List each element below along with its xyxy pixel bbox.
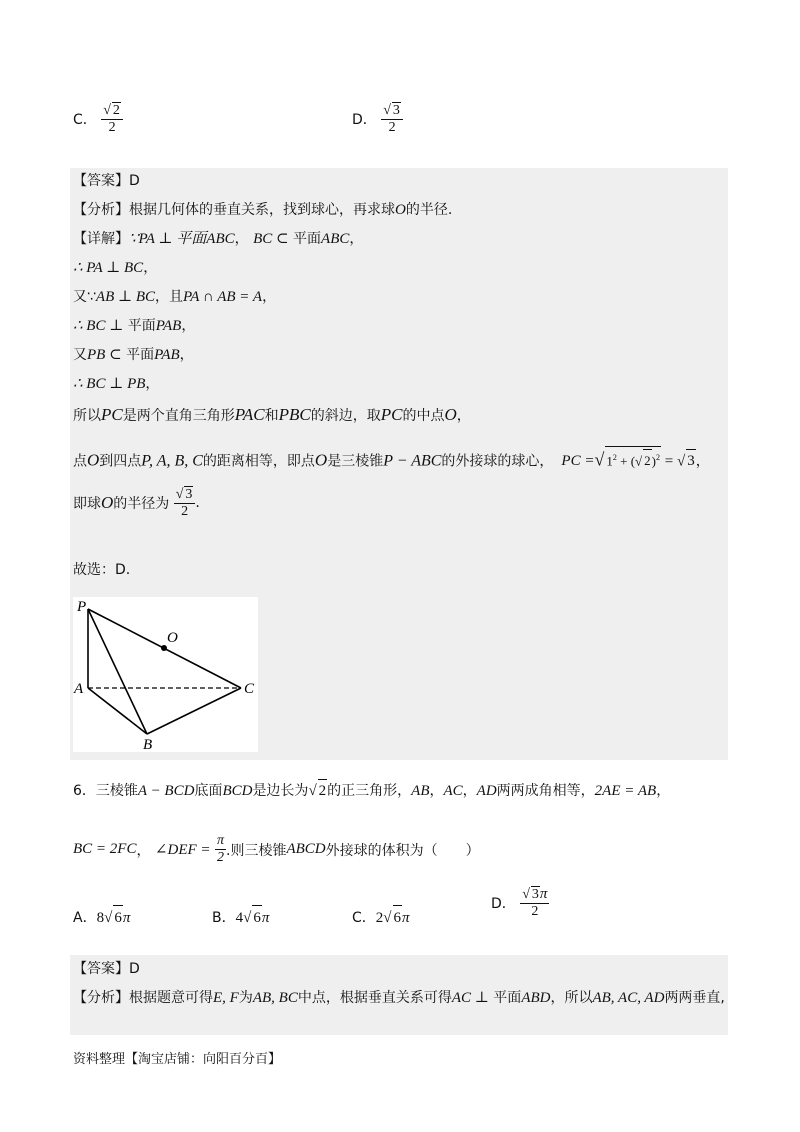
label-O: O	[167, 630, 178, 646]
math: P, A, B, C	[141, 452, 203, 470]
text: ，且	[155, 289, 184, 305]
fraction-numerator: 3	[531, 887, 539, 902]
math: PC	[101, 405, 123, 424]
math: O	[314, 450, 328, 470]
exponent: 2	[656, 453, 661, 462]
fraction-numerator: 2	[112, 103, 120, 118]
text: 又	[73, 347, 87, 363]
label-C: C	[244, 681, 255, 697]
detail-line-8: 点O到四点P, A, B, C的距离相等，即点O是三棱锥P − ABC的外接球的球心， PC =√ $1^2$ + (√ 2)$^2$ = √ 3，	[73, 446, 710, 468]
math: O	[444, 405, 457, 424]
text: ，	[462, 783, 477, 799]
tetrahedron-figure	[73, 597, 258, 752]
fraction-denominator: 2	[531, 904, 539, 920]
math: ABC	[206, 231, 235, 247]
text: 外接球的体积为（ ）	[325, 842, 480, 859]
math: ∠DEF =	[154, 842, 211, 859]
math: ABD	[521, 990, 551, 1006]
math: PAC	[234, 405, 265, 424]
edge-AB	[88, 688, 147, 734]
answer-line: 【答案】D	[73, 173, 140, 189]
text: ，	[234, 231, 249, 247]
math: E, F	[213, 990, 239, 1006]
fraction-numerator: 3	[185, 487, 193, 502]
conclusion-line: 故选：D.	[73, 562, 131, 578]
fraction-numerator: π	[215, 833, 226, 850]
math: ∵PA ⊥ 平面	[129, 231, 207, 247]
text: 又∵	[73, 289, 96, 305]
math: π	[261, 910, 270, 926]
option-label: A．	[73, 910, 97, 926]
text: ，	[429, 783, 444, 799]
text: 平面	[488, 990, 522, 1006]
text: 的距离相等，即点	[202, 453, 315, 470]
option-label: D．	[491, 896, 516, 913]
math: ∴ BC ⊥ PB	[73, 376, 146, 392]
math: π	[539, 886, 548, 902]
edge-PB	[88, 609, 147, 734]
vector-equation: 2AE = AB	[594, 783, 657, 799]
detail-line-9	[73, 486, 200, 520]
text: ，	[179, 347, 194, 363]
text: 【分析】根据几何体的垂直关系，找到球心，再求球	[73, 202, 395, 218]
math: 6	[252, 905, 262, 930]
detail-line-3	[73, 286, 276, 308]
math: 6	[113, 905, 123, 930]
math: PAB	[155, 318, 182, 334]
q6-option-b: B．4√ 6π	[212, 905, 269, 929]
detail-line-5	[73, 344, 194, 366]
text: ，	[349, 231, 364, 247]
text: ，	[181, 318, 196, 334]
math: + (	[616, 453, 636, 469]
math: AB ⊥ BC	[95, 289, 156, 305]
text: 两两成角相等，	[496, 783, 595, 799]
text: 两两垂直,	[664, 990, 725, 1006]
math: PC =	[561, 453, 595, 470]
math: ABC	[321, 231, 350, 247]
math: 2	[318, 779, 328, 802]
question-number: 6．	[73, 783, 96, 799]
text: ，所以	[550, 990, 593, 1006]
text: 的中点	[402, 408, 445, 424]
math: O	[101, 493, 114, 513]
option-label: C．	[73, 112, 97, 129]
text: 平面	[288, 231, 322, 247]
tetrahedron-diagram	[73, 597, 258, 752]
text: 的半径为	[113, 496, 170, 513]
math: π	[122, 910, 131, 926]
math: PAB	[154, 347, 180, 363]
fraction: $\frac{√ 2}{2}$	[101, 102, 123, 136]
text: ，	[656, 783, 671, 799]
math: 4	[235, 910, 244, 926]
option-label: D．	[352, 112, 377, 129]
math: 2	[375, 910, 384, 926]
text: 的半径.	[405, 202, 453, 218]
text: 所以	[73, 408, 101, 424]
fraction: $\frac{√ 3}{2}$	[381, 102, 403, 136]
math: 6	[393, 905, 403, 930]
question-6-line-1: 6．三棱锥A − BCD底面BCD是边长为√ 2的正三角形，AB，AC，AD两两成角相等，2AE = AB，	[73, 779, 670, 803]
math: A − BCD	[137, 783, 195, 799]
fraction-denominator: 2	[388, 120, 396, 136]
text: 和	[264, 408, 279, 424]
text: ，	[695, 453, 710, 470]
fraction: $\frac{√ 3\pi}{2}$	[522, 886, 548, 920]
fraction-denominator: 2	[181, 504, 189, 520]
math: )	[651, 453, 657, 469]
text: .	[195, 495, 200, 512]
edge-BC	[147, 688, 241, 734]
math: AB	[411, 783, 430, 799]
text: 到四点	[99, 453, 142, 470]
fraction: $\frac{√ 3}{2}$	[174, 486, 196, 520]
math: PBC	[278, 405, 311, 424]
math: AC ⊥	[451, 990, 489, 1006]
fraction	[215, 833, 226, 866]
text: 是边长为	[252, 783, 309, 799]
math: AC	[443, 783, 463, 799]
text: 是三棱锥	[327, 453, 384, 470]
q6-option-c: C．2√ 6π	[352, 905, 410, 929]
math: =	[661, 453, 674, 470]
option-label: B．	[212, 910, 236, 926]
fraction-numerator: 3	[392, 103, 400, 118]
detail-line-2	[73, 257, 157, 279]
text: ，	[145, 376, 160, 392]
math: O	[87, 450, 100, 470]
detail-line-7	[73, 404, 471, 426]
detail-line-6	[73, 373, 159, 395]
text: 平面	[123, 318, 156, 334]
text: ，	[143, 260, 158, 276]
math: O	[395, 202, 406, 218]
text: ，	[456, 408, 471, 424]
math: AB, BC	[252, 990, 298, 1006]
math: PC	[380, 405, 403, 424]
answer-line-q6: 【答案】D	[73, 961, 140, 977]
page-footer: 资料整理【淘宝店铺：向阳百分百】	[73, 1052, 282, 1067]
math: BC ⊂	[253, 231, 289, 247]
radical: $1^2$ + (√ 2)$^2$	[605, 446, 661, 472]
math: 1	[606, 453, 613, 469]
q6-option-d	[491, 886, 549, 920]
label-A: A	[74, 681, 84, 697]
math: ABCD	[286, 841, 326, 858]
math: ∴ PA ⊥ BC	[73, 260, 144, 276]
q5-option-d	[352, 102, 403, 136]
detail-line-4	[73, 315, 195, 337]
text: 【分析】根据题意可得	[73, 990, 213, 1006]
math: BCD	[222, 783, 253, 799]
text: 是两个直角三角形	[122, 408, 235, 424]
math: 3	[686, 449, 696, 472]
detail-line-1	[73, 228, 363, 250]
text: 点	[73, 453, 87, 470]
text: 为	[238, 990, 253, 1006]
fraction-denominator: 2	[108, 120, 116, 136]
detail-tag: 【详解】	[73, 231, 129, 247]
analysis-line	[73, 199, 452, 221]
text: 的正三角形，	[327, 783, 412, 799]
text: 中点，根据垂直关系可得	[297, 990, 452, 1006]
text: 平面	[121, 347, 155, 363]
analysis-line-q6	[73, 987, 725, 1009]
q6-option-a: A．8√ 6π	[73, 905, 130, 929]
text: ，	[136, 842, 151, 859]
text: .则三棱锥	[226, 842, 287, 859]
text: 的斜边，取	[310, 408, 381, 424]
exponent: 2	[612, 453, 617, 462]
vector-equation: BC = 2FC	[73, 841, 137, 858]
label-B: B	[143, 737, 153, 752]
q5-option-c	[73, 102, 123, 136]
fraction-denominator: 2	[216, 850, 224, 866]
math: AD	[476, 783, 497, 799]
label-P: P	[77, 599, 87, 615]
text: 底面	[194, 783, 223, 799]
math: ∴ BC ⊥	[73, 318, 124, 334]
question-6-line-2	[73, 833, 480, 866]
math: 8	[96, 910, 105, 926]
text: 的外接球的球心，	[441, 453, 554, 470]
text: 三棱锥	[95, 783, 138, 799]
math: 2	[643, 449, 652, 472]
option-label: C．	[352, 910, 376, 926]
text: 即球	[73, 496, 101, 513]
math: AB, AC, AD	[592, 990, 665, 1006]
math: P − ABC	[383, 452, 442, 470]
math: PB ⊂	[87, 347, 122, 363]
math: PA ∩ AB = A	[183, 289, 263, 305]
text: ，	[262, 289, 277, 305]
math: π	[402, 910, 410, 926]
